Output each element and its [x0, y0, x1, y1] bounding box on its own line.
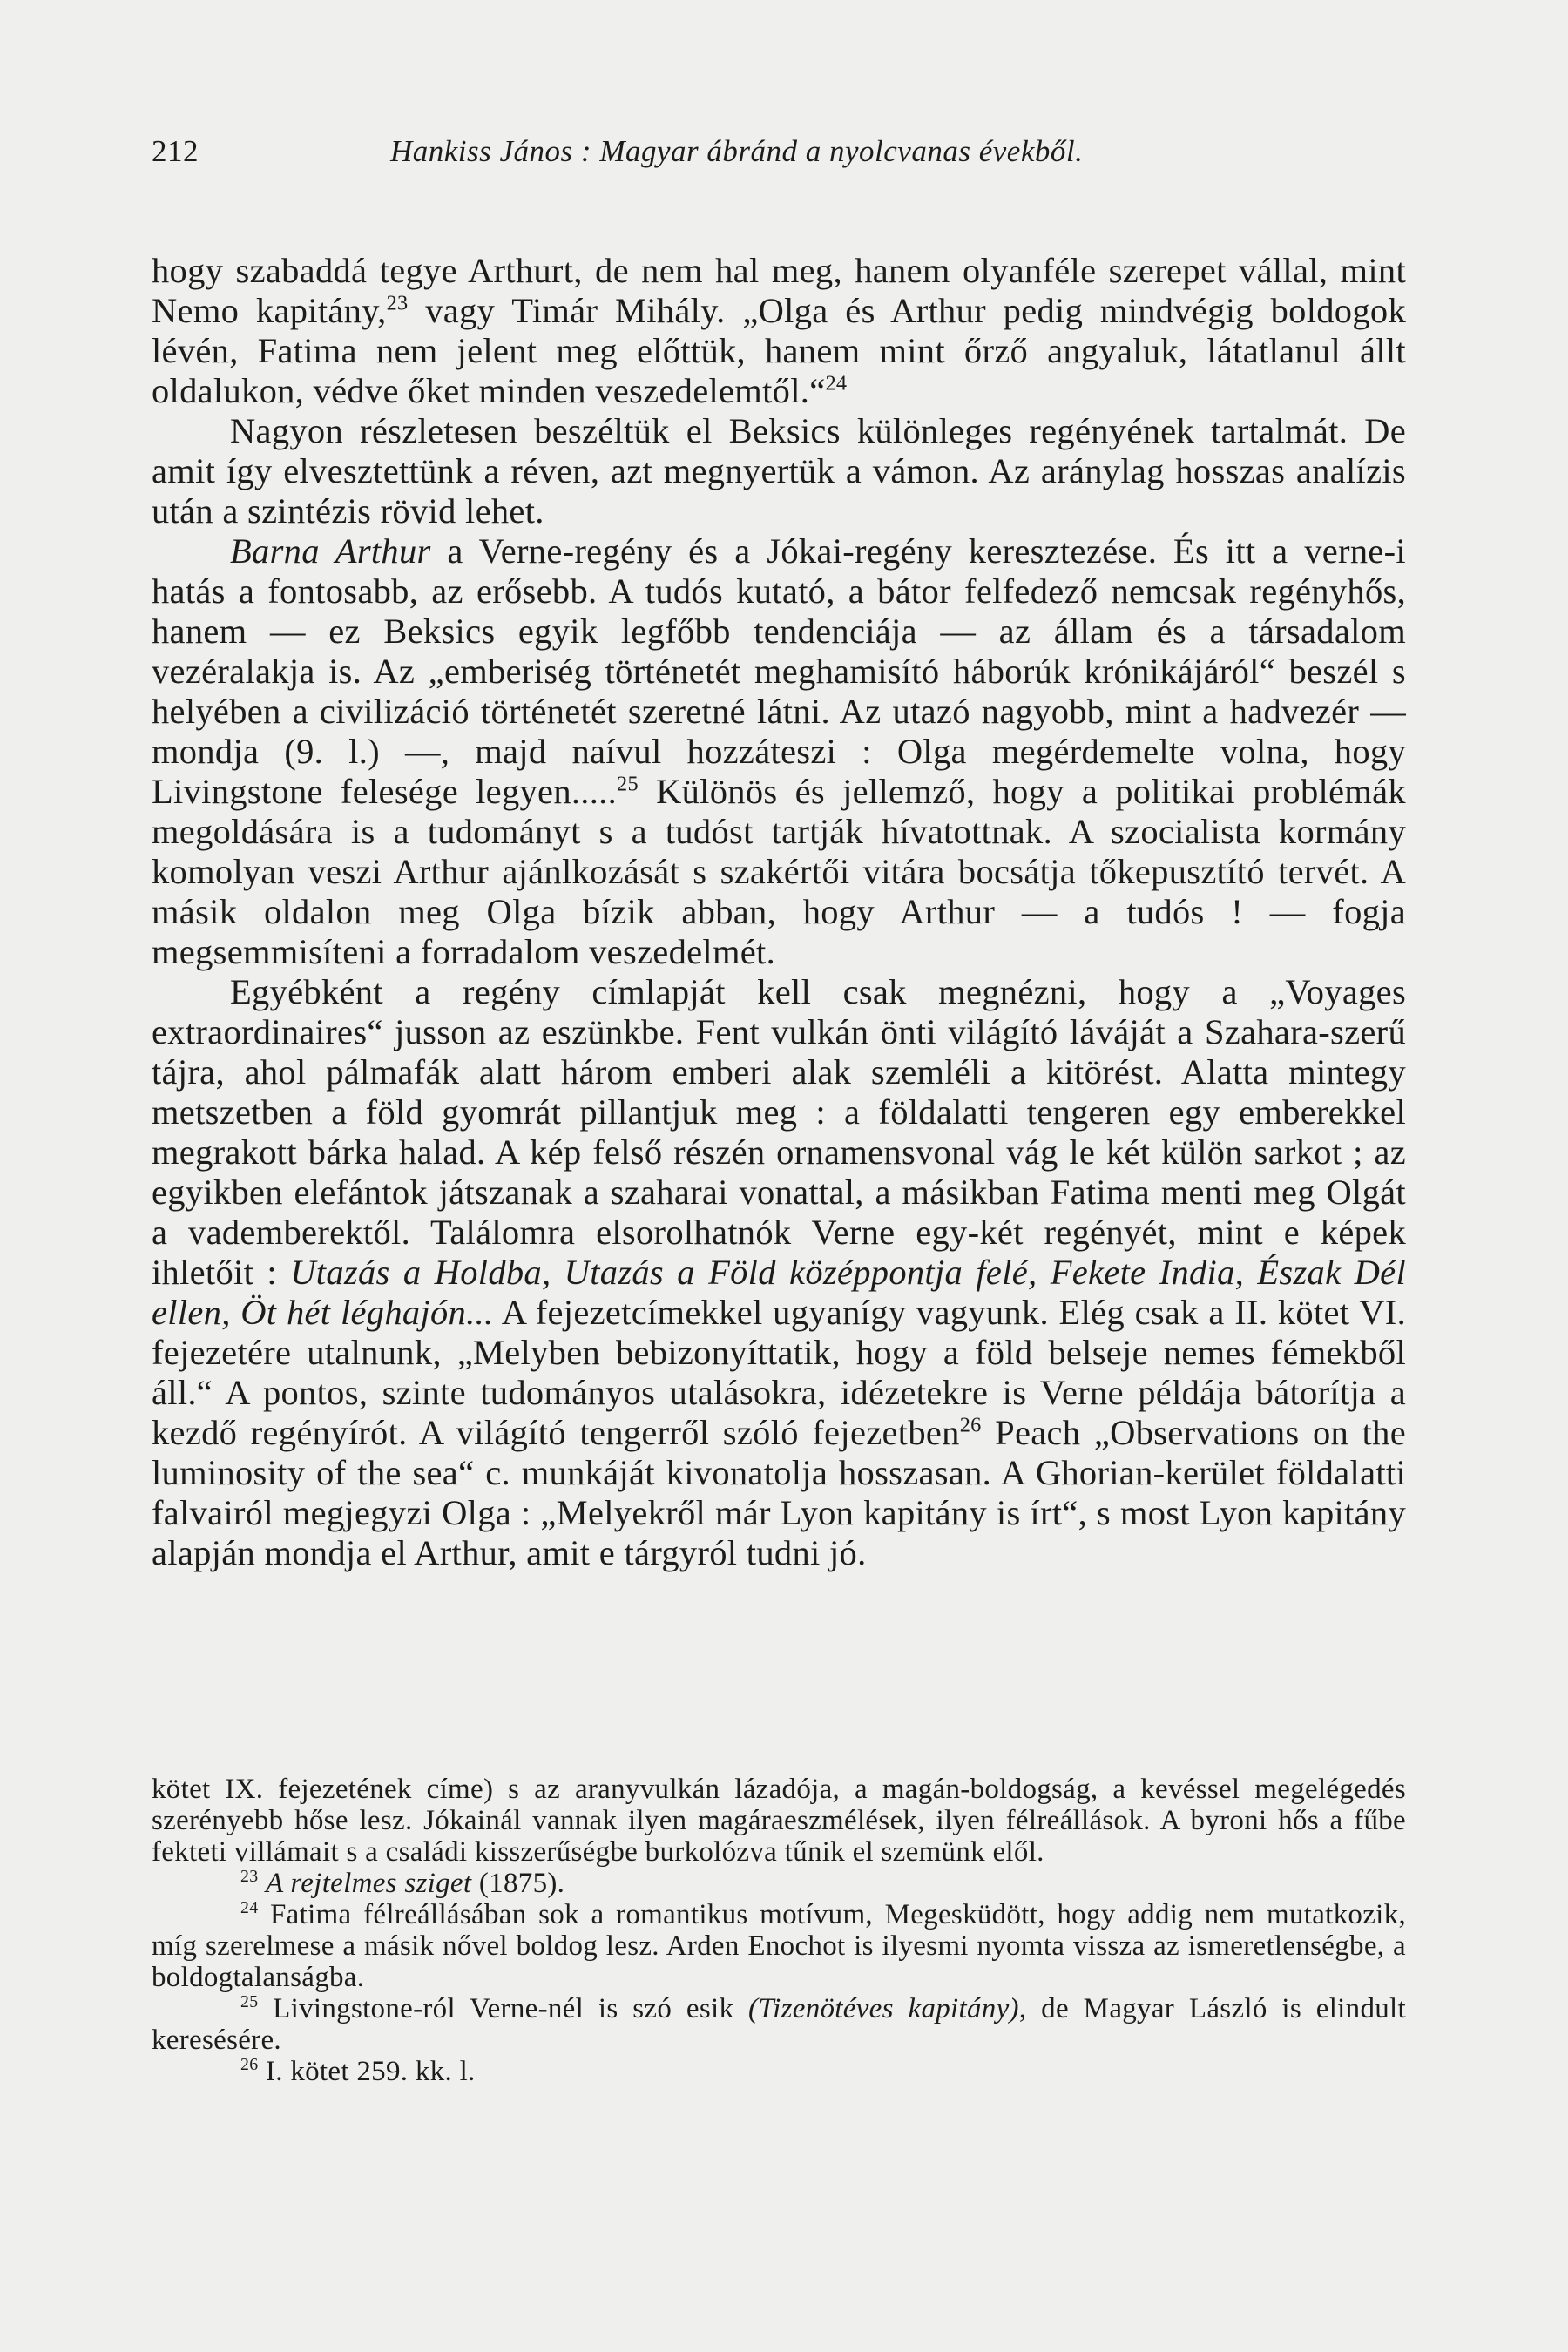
text-span: hogy szabaddá tegye Arthurt, de nem hal meg, hanem olyanféle szerepet vállal, mint Nemo kapitány,: [152, 251, 1406, 330]
text-span: vagy Timár Mihály. „Olga és Arthur pedig mindvégig boldogok lévén, Fatima nem jelent meg előttük, hanem mint őrző angyaluk, látatlanul állt oldalukon, védve őket minden veszedelemtől.“: [152, 291, 1406, 410]
footnote-number: 26: [240, 2055, 259, 2074]
footnote-26: [152, 2056, 1406, 2087]
footnote-ref-26: 26: [959, 1413, 982, 1437]
footnote-ref-25: 25: [617, 772, 639, 796]
footnote-text: I. kötet 259. kk. l.: [258, 2056, 476, 2087]
verne-titles: Utazás a Holdba, Utazás a Föld középpontja felé, Fekete India, Észak Dél ellen, Öt hét léghajón...: [152, 1253, 1407, 1332]
footnote-text: (1875).: [471, 1868, 565, 1899]
text-span: A fejezetcímekkel ugyanígy vagyunk. Elég csak a II. kötet VI. fejezetére utalnunk, „Melyben bebizonyíttatik, hogy a föld belseje nemes fémekből áll.“ A pontos, szinte tudományos utalásokra, idézetekre is Verne példája bátorítja a kezdő regényírót. A világító tengerről szóló fejezetben: [152, 1293, 1406, 1452]
footnote-24: [152, 1899, 1406, 1993]
running-head: Hankiss János : Magyar ábránd a nyolcvanas évekből.: [390, 134, 1084, 168]
footnote-ref-24: 24: [825, 371, 848, 395]
footnote-23: [152, 1868, 1406, 1899]
footnote-continuation: kötet IX. fejezetének címe) s az aranyvulkán lázadója, a magán-boldogság, a kevéssel megelégedés szerényebb hőse lesz. Jókainál vannak ilyen magáraeszmélések, ilyen félreállások. A byroni hős a fűbe fekteti villámait s a családi kisszerűségbe burkolózva tűnik el szemünk elől.: [152, 1774, 1406, 1868]
book-title: Barna Arthur: [230, 531, 431, 571]
body-text: [152, 251, 1406, 1573]
paragraph-3: [152, 531, 1406, 972]
text-span: a Verne-regény és a Jókai-regény keresztezése. És itt a verne-i hatás a fontosabb, az erősebb. A tudós kutató, a bátor felfedező nemcsak regényhős, hanem — ez Beksics egyik legfőbb tendenciája — az állam és a társadalom vezéralakja is. Az „emberiség történetét meghamisító háborúk krónikájáról“ beszél s helyében a civilizáció történetét szeretné látni. Az utazó nagyobb, mint a hadvezér — mondja (9. l.) —, majd naívul hozzáteszi : Olga megérdemelte volna, hogy Livingstone felesége legyen.....: [152, 531, 1406, 811]
footnote-text: Livingstone-ról Verne-nél is szó esik: [258, 1993, 749, 2024]
footnote-ref-23: 23: [386, 291, 409, 315]
text-span: Egyébként a regény címlapját kell csak megnézni, hogy a „Voyages extraordinaires“ jusson az eszünkbe. Fent vulkán önti világító láváját a Szahara-szerű tájra, ahol pálmafák alatt három emberi alak szemléli a kitörést. Alatta mintegy metszetben a föld gyomrát pillantjuk meg : a földalatti tengeren egy emberekkel megrakott bárka halad. A kép felső részén ornamensvonal vág le két külön sarkot ; az egyikben elefántok játszanak a szaharai vonattal, a másikban Fatima menti meg Olgát a vademberektől. Találomra elsorolhatnók Verne egy-két regényét, mint e képek ihletőit :: [152, 972, 1406, 1292]
footnote-title: A rejtelmes sziget: [265, 1868, 472, 1899]
paragraph-1: [152, 251, 1406, 411]
footnote-number: 24: [240, 1898, 259, 1917]
footnote-text: , de Magyar László is elindult keresésére.: [152, 1993, 1406, 2056]
footnote-number: 25: [240, 1992, 259, 2011]
footnotes: [152, 1774, 1406, 2087]
footnote-25: [152, 1993, 1406, 2056]
text-span: Peach „Observations on the luminosity of the sea“ c. munkáját kivonatolja hosszasan. A Ghorian-kerület földalatti falvairól megjegyzi Olga : „Melyekről már Lyon kapitány is írt“, s most Lyon kapitány alapján mondja el Arthur, amit e tárgyról tudni jó.: [152, 1413, 1407, 1572]
footnote-title: (Tizenötéves kapitány): [748, 1993, 1019, 2024]
paragraph-4: [152, 972, 1406, 1573]
page-number: 212: [152, 134, 199, 168]
paragraph-2: Nagyon részletesen beszéltük el Beksics különleges regényének tartalmát. De amit így elvesztettünk a réven, azt megnyertük a vámon. Az aránylag hosszas analízis után a szintézis rövid lehet.: [152, 411, 1406, 531]
footnote-text: Fatima félreállásában sok a romantikus motívum, Megesküdött, hogy addig nem mutatkozik, míg szerelmese a másik nővel boldog lesz. Arden Enochot is ilyesmi nyomta vissza az ismeretlenségbe, a boldogtalanságba.: [152, 1899, 1406, 1993]
footnote-number: 23: [240, 1867, 259, 1886]
text-span: Különös és jellemző, hogy a politikai problémák megoldására is a tudományt s a tudóst tartják hívatottnak. A szocialista kormány komolyan veszi Arthur ajánlkozását s szakértői vitára bocsátja tőkepusztító tervét. A másik oldalon meg Olga bízik abban, hogy Arthur — a tudós ! — fogja megsemmisíteni a forradalom veszedelmét.: [152, 772, 1406, 971]
